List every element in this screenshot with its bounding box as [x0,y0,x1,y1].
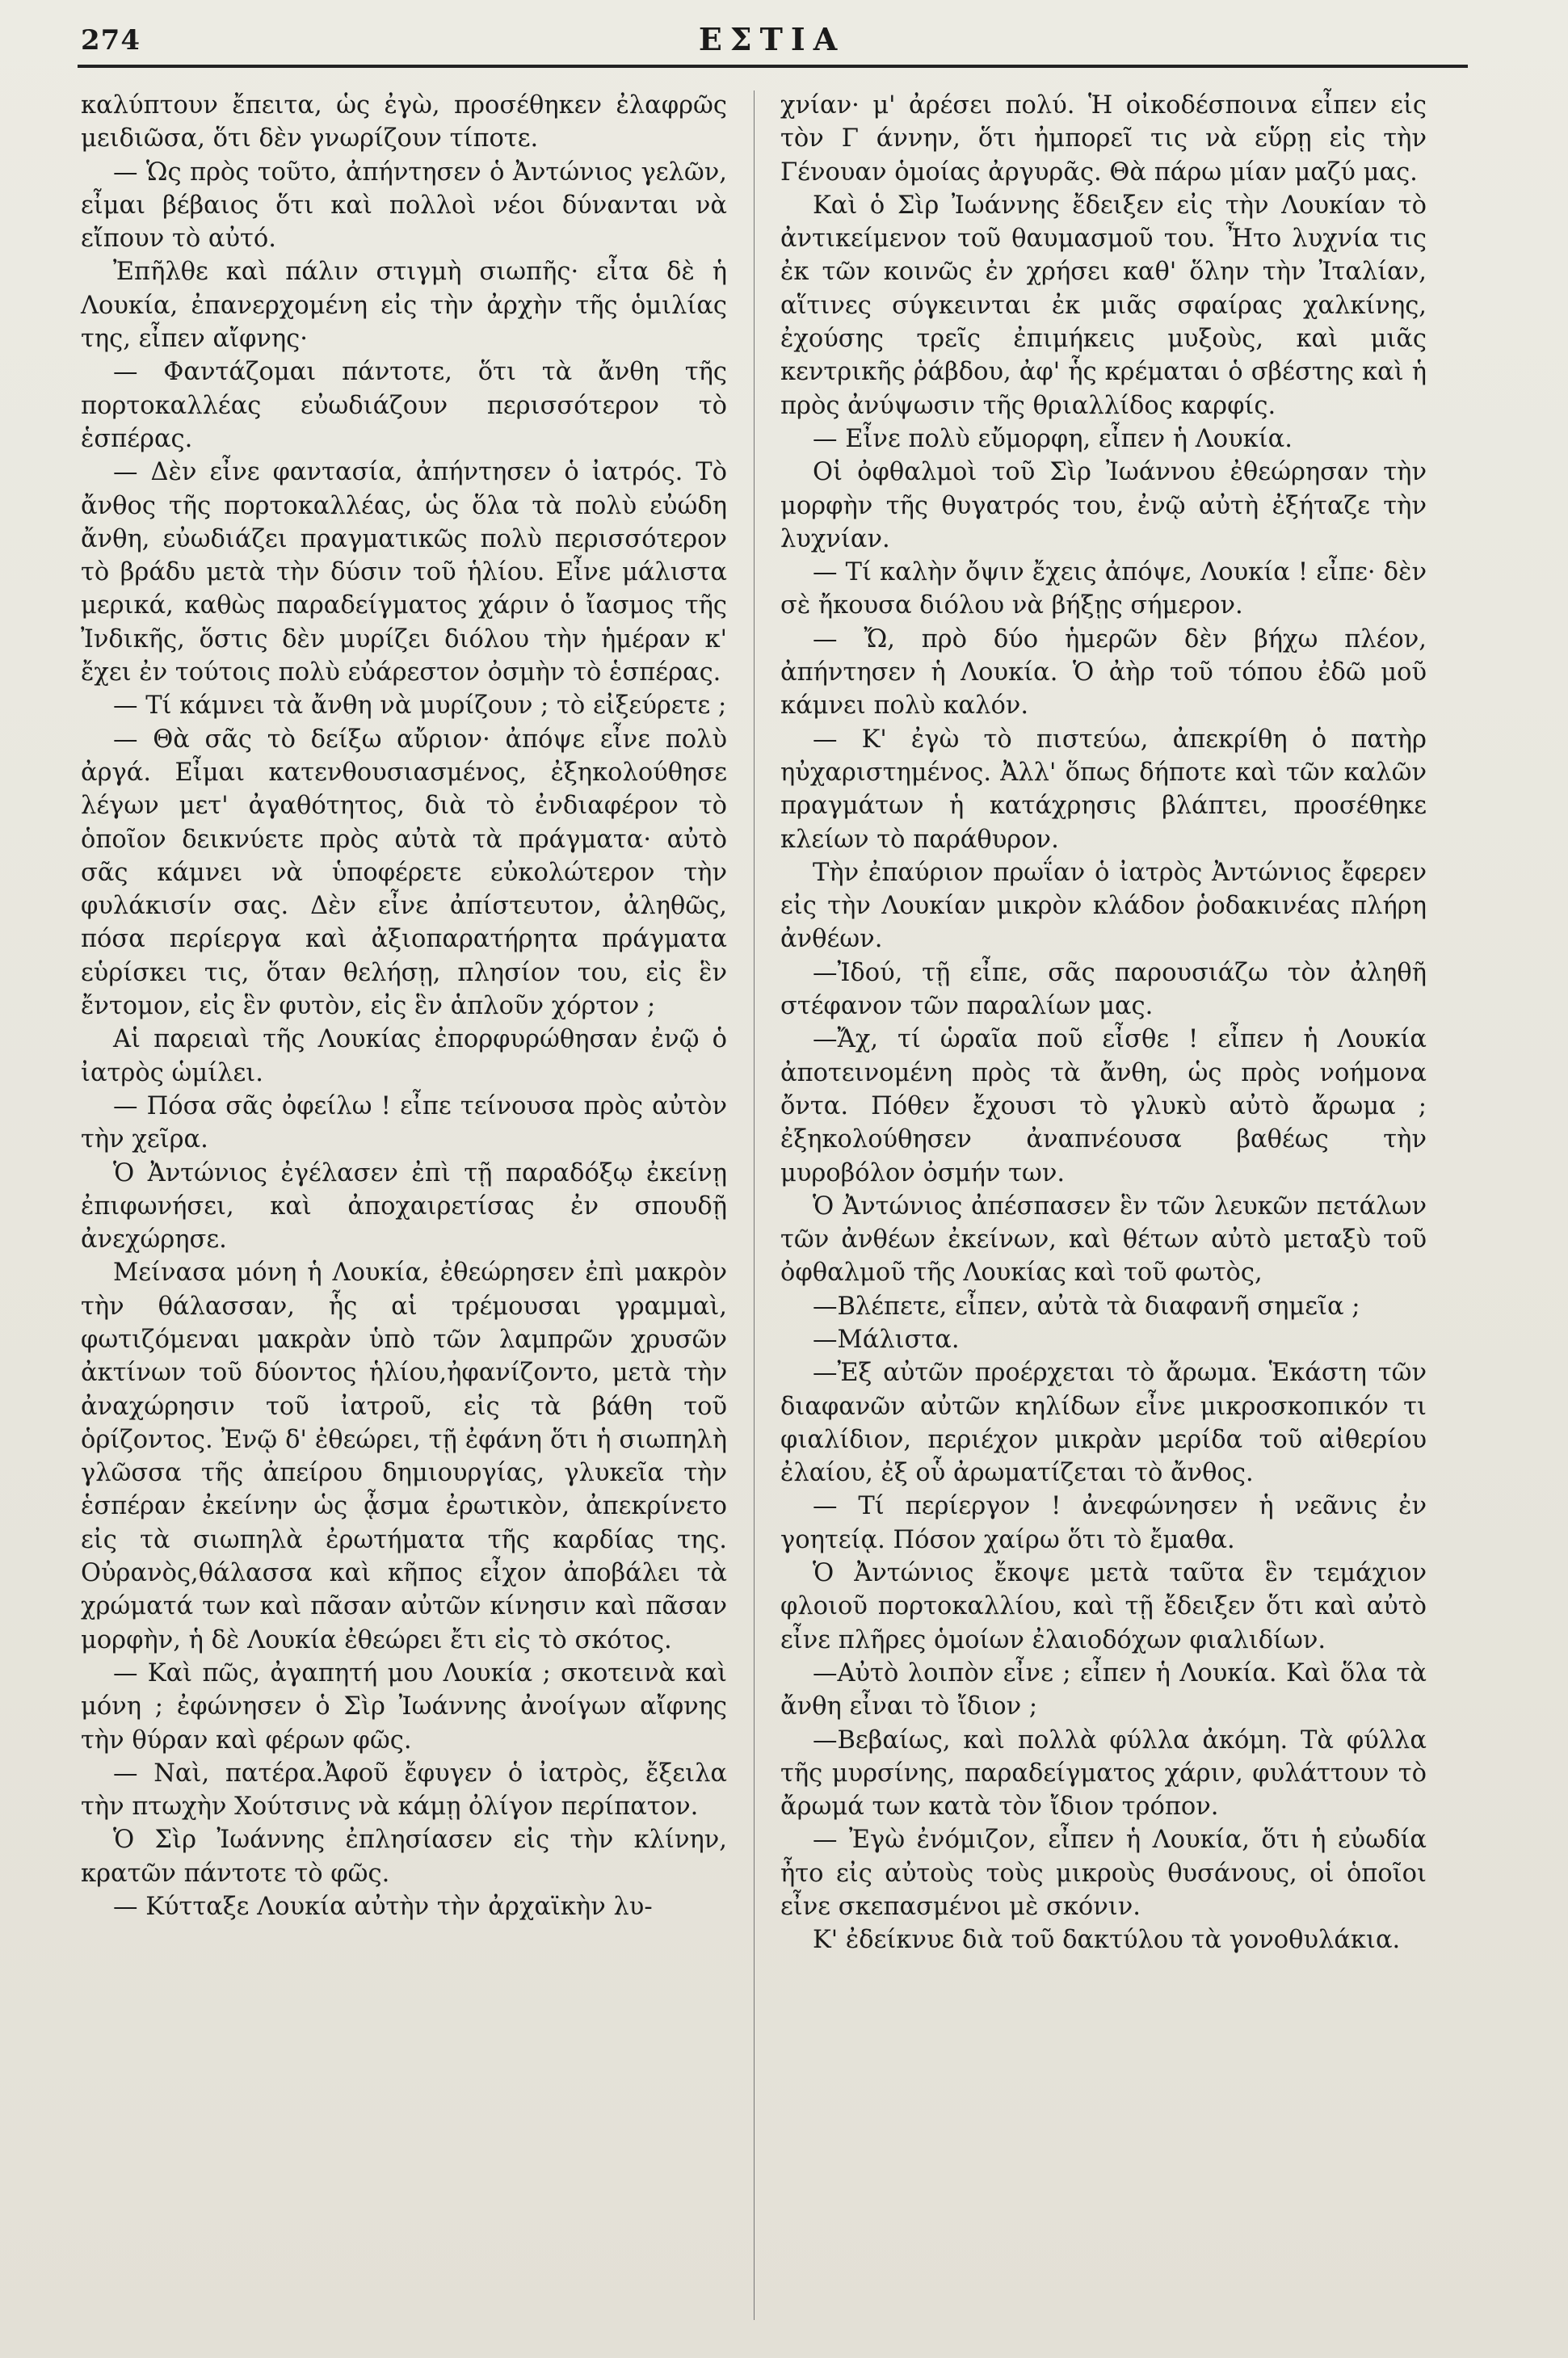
page-header [81,15,1463,65]
paragraph: —Ἐξ αὐτῶν προέρχεται τὸ ἄρωμα. Ἑκάστη τῶν διαφανῶν αὐτῶν κηλίδων εἶνε μικροσκοπικόν τι φιαλίδιον, περιέχον μικρὰν μερίδα τοῦ αἰθερίου ἐλαίου, ἐξ οὗ ἀρωματίζεται τὸ ἄνθος. [780,1359,1427,1488]
paragraph: — Ὡς πρὸς τοῦτο, ἀπήντησεν ὁ Ἀντώνιος γελῶν, εἶμαι βέβαιος ὅτι καὶ πολλοὶ νέοι δύνανται νὰ εἴπουν τὸ αὐτό. [81,158,727,254]
paragraph: Ὁ Ἀντώνιος ἔκοψε μετὰ ταῦτα ἓν τεμάχιον φλοιοῦ πορτοκαλλίου, καὶ τῇ ἔδειξεν ὅτι καὶ αὐτὸ εἶνε πλῆρες ὁμοίων ἐλαιοδόχων φιαλιδίων. [780,1559,1427,1654]
paragraph: — Τί περίεργον ! ἀνεφώνησεν ἡ νεᾶνις ἐν γοητείᾳ. Πόσον χαίρω ὅτι τὸ ἔμαθα. [780,1492,1427,1554]
paragraph: Αἱ παρειαὶ τῆς Λουκίας ἐπορφυρώθησαν ἐνῷ ὁ ἰατρὸς ὡμίλει. [81,1025,727,1087]
paragraph: Οἱ ὀφθαλμοὶ τοῦ Σὶρ Ἰωάννου ἐθεώρησαν τὴν μορφὴν τῆς θυγατρός του, ἐνῷ αὐτὴ ἐξήταζε τὴν λυχνίαν. [780,458,1427,553]
header-rule [78,65,1468,68]
paragraph: καλύπτουν ἔπειτα, ὡς ἐγὼ, προσέθηκεν ἐλαφρῶς μειδιῶσα, ὅτι δὲν γνωρίζουν τίποτε. [81,91,727,153]
page-number: 274 [81,24,141,57]
paragraph: — Τί καλὴν ὄψιν ἔχεις ἀπόψε, Λουκία ! εἶπε· δὲν σὲ ἤκουσα διόλου νὰ βήξῃς σήμερον. [780,558,1427,620]
paragraph: Καὶ ὁ Σὶρ Ἰωάννης ἔδειξεν εἰς τὴν Λουκίαν τὸ ἀντικείμενον τοῦ θαυμασμοῦ του. Ἦτο λυχνία τις ἐκ τῶν κοινῶς ἐν χρήσει καθ' ὅλην τὴν Ἰταλίαν, αἵτινες σύγκεινται ἐκ μιᾶς σφαίρας χαλκίνης, ἐχούσης τρεῖς ἐπιμήκεις μυξοὺς, καὶ μιᾶς κεντρικῆς ῥάβδου, ἀφ' ἧς κρέμαται ὁ σβέστης καὶ ἡ πρὸς ἀνύψωσιν τῆς θριαλλίδος καρφίς. [780,191,1427,420]
paragraph: —Ἄχ, τί ὡραῖα ποῦ εἶσθε ! εἶπεν ἡ Λουκία ἀποτεινομένη πρὸς τὰ ἄνθη, ὡς πρὸς νοήμονα ὄντα. Πόθεν ἔχουσι τὸ γλυκὺ αὐτὸ ἄρωμα ; ἐξηκολούθησεν ἀναπνέουσα βαθέως τὴν μυροβόλον ὀσμήν των. [780,1025,1427,1187]
paragraph: —Μάλιστα. [813,1325,960,1354]
paragraph: Κ' ἐδείκνυε διὰ τοῦ δακτύλου τὰ γονοθυλάκια. [813,1926,1401,1955]
paragraph: — Ὤ, πρὸ δύο ἡμερῶν δὲν βήχω πλέον, ἀπήντησεν ἡ Λουκία. Ὁ ἀὴρ τοῦ τόπου ἐδῶ μοῦ κάμνει πολὺ καλόν. [780,624,1427,721]
paragraph: — Κ' ἐγὼ τὸ πιστεύω, ἀπεκρίθη ὁ πατὴρ ηὐχαριστημένος. Ἀλλ' ὅπως δήποτε καὶ τῶν καλῶν πραγμάτων ἡ κατάχρησις βλάπτει, προσέθηκε κλείων τὸ παράθυρον. [780,725,1427,854]
paragraph: Ὁ Ἀντώνιος ἀπέσπασεν ἓν τῶν λευκῶν πετάλων τῶν ἀνθέων ἐκείνων, καὶ θέτων αὐτὸ μεταξὺ τοῦ ὀφθαλμοῦ τῆς Λουκίας καὶ τοῦ φωτὸς, [780,1192,1427,1288]
journal-title: ΕΣΤΙΑ [698,21,846,57]
paragraph: — Τί κάμνει τὰ ἄνθη νὰ μυρίζουν ; τὸ εἰξεύρετε ; [113,691,727,721]
paragraph: —Αὐτὸ λοιπὸν εἶνε ; εἶπεν ἡ Λουκία. Καὶ ὅλα τὰ ἄνθη εἶναι τὸ ἴδιον ; [780,1658,1427,1721]
paragraph: — Θὰ σᾶς τὸ δείξω αὔριον· ἀπόψε εἶνε πολὺ ἀργά. Εἶμαι κατενθουσιασμένος, ἐξηκολούθησε λέγων μετ' ἀγαθότητος, διὰ τὸ ἐνδιαφέρον τὸ ὁποῖον δεικνύετε πρὸς αὐτὰ τὰ πράγματα· αὐτὸ σᾶς κάμνει νὰ ὑποφέρετε εὐκολώτερον τὴν φυλάκισίν σας. Δὲν εἶνε ἀπίστευτον, ἀληθῶς, πόσα περίεργα καὶ ἀξιοπαρατήρητα πράγματα εὑρίσκει τις, ὅταν θελήσῃ, πλησίον του, εἰς ἓν ἔντομον, εἰς ἓν φυτὸν, εἰς ἓν ἁπλοῦν χόρτον ; [81,725,727,1021]
left-column [81,89,727,1923]
paragraph: Μείνασα μόνη ἡ Λουκία, ἐθεώρησεν ἐπὶ μακρὸν τὴν θάλασσαν, ἧς αἱ τρέμουσαι γραμμαὶ, φωτιζόμεναι μακρὰν ὑπὸ τῶν λαμπρῶν χρυσῶν ἀκτίνων τοῦ δύοντος ἡλίου,ἠφανίζοντο, μετὰ τὴν ἀναχώρησιν τοῦ ἰατροῦ, εἰς τὰ βάθη τοῦ ὁρίζοντος. Ἐνῷ δ' ἐθεώρει, τῇ ἐφάνη ὅτι ἡ σιωπηλὴ γλῶσσα τῆς ἀπείρου δημιουργίας, γλυκεῖα τὴν ἑσπέραν ἐκείνην ὡς ᾆσμα ἐρωτικὸν, ἀπεκρίνετο εἰς τὰ σιωπηλὰ ἐρωτήματα τῆς καρδίας της. Οὐρανὸς,θάλασσα καὶ κῆπος εἶχον ἀποβάλει τὰ χρώματά των καὶ πᾶσαν αὐτῶν κίνησιν καὶ πᾶσαν μορφὴν, ἡ δὲ Λουκία ἐθεώρει ἔτι εἰς τὸ σκότος. [81,1259,727,1654]
column-divider [754,90,755,2320]
paragraph: — Φαντάζομαι πάντοτε, ὅτι τὰ ἄνθη τῆς πορτοκαλλέας εὐωδιάζουν περισσότερον τὸ ἑσπέρας. [81,358,727,453]
paragraph: —Βλέπετε, εἶπεν, αὐτὰ τὰ διαφανῆ σημεῖα ; [813,1292,1360,1321]
paragraph: Τὴν ἐπαύριον πρωΐαν ὁ ἰατρὸς Ἀντώνιος ἔφερεν εἰς τὴν Λουκίαν μικρὸν κλάδον ῥοδακινέας πλήρη ἀνθέων. [780,858,1427,954]
paragraph: — Ναὶ, πατέρα.Ἀφοῦ ἔφυγεν ὁ ἰατρὸς, ἔξειλα τὴν πτωχὴν Χούτσινς νὰ κάμῃ ὀλίγον περίπατον. [81,1759,727,1822]
paragraph: — Καὶ πῶς, ἀγαπητή μου Λουκία ; σκοτεινὰ καὶ μόνη ; ἐφώνησεν ὁ Σὶρ Ἰωάννης ἀνοίγων αἴφνης τὴν θύραν καὶ φέρων φῶς. [81,1658,727,1755]
paragraph: — Ἐγὼ ἐνόμιζον, εἶπεν ἡ Λουκία, ὅτι ἡ εὐωδία ἦτο εἰς αὐτοὺς τοὺς μικροὺς θυσάνους, οἱ ὁποῖοι εἶνε σκεπασμένοι μὲ σκόνιν. [780,1826,1427,1922]
paragraph: — Πόσα σᾶς ὀφείλω ! εἶπε τείνουσα πρὸς αὐτὸν τὴν χεῖρα. [81,1091,727,1154]
paragraph: Ἐπῆλθε καὶ πάλιν στιγμὴ σιωπῆς· εἶτα δὲ ἡ Λουκία, ἐπανερχομένη εἰς τὴν ἀρχὴν τῆς ὁμιλίας της, εἶπεν αἴφνης· [81,258,727,354]
paragraph: — Κύτταξε Λουκία αὐτὴν τὴν ἀρχαϊκὴν λυ- [113,1893,653,1922]
right-column [780,89,1427,1957]
paragraph: — Εἶνε πολὺ εὔμορφη, εἶπεν ἡ Λουκία. [813,424,1293,453]
paragraph: Ὁ Ἀντώνιος ἐγέλασεν ἐπὶ τῇ παραδόξῳ ἐκείνῃ ἐπιφωνήσει, καὶ ἀποχαιρετίσας ἐν σπουδῇ ἀνεχώρησε. [81,1158,727,1255]
paragraph: — Δὲν εἶνε φαντασία, ἀπήντησεν ὁ ἰατρός. Τὸ ἄνθος τῆς πορτοκαλλέας, ὡς ὅλα τὰ πολὺ εὐώδη ἄνθη, εὐωδιάζει πραγματικῶς πολὺ περισσότερον τὸ βράδυ μετὰ τὴν δύσιν τοῦ ἡλίου. Εἶνε μάλιστα μερικά, καθὼς παραδείγματος χάριν ὁ ἴασμος τῆς Ἰνδικῆς, ὅστις δὲν μυρίζει διόλου τὴν ἡμέραν κ' ἔχει ἐν τούτοις πολὺ εὐάρεστον ὀσμὴν τὸ ἑσπέρας. [81,458,727,687]
paragraph: —Βεβαίως, καὶ πολλὰ φύλλα ἀκόμη. Τὰ φύλλα τῆς μυρσίνης, παραδείγματος χάριν, φυλάττουν τὸ ἄρωμά των κατὰ τὸν ἴδιον τρόπον. [780,1725,1427,1822]
paragraph: χνίαν· μ' ἀρέσει πολύ. Ἡ οἰκοδέσποινα εἶπεν εἰς τὸν Γ άννην, ὅτι ἠμπορεῖ τις νὰ εὕρῃ εἰς τὴν Γένουαν ὁμοίας ἀργυρᾶς. Θὰ πάρω μίαν μαζύ μας. [780,91,1427,187]
paragraph: —Ἰδού, τῇ εἶπε, σᾶς παρουσιάζω τὸν ἀληθῆ στέφανον τῶν παραλίων μας. [780,958,1427,1021]
paragraph: Ὁ Σὶρ Ἰωάννης ἐπλησίασεν εἰς τὴν κλίνην, κρατῶν πάντοτε τὸ φῶς. [81,1826,727,1888]
